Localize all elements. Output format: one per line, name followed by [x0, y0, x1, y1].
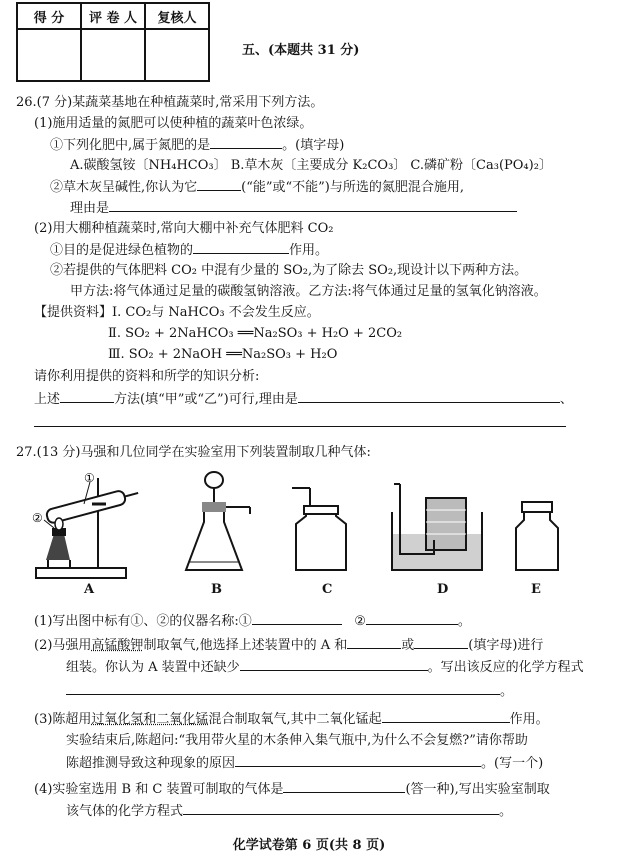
- q26-part2-q1: [50, 241, 328, 260]
- apparatus-b: [180, 470, 254, 582]
- q26-intro: 26.(7 分)某蔬菜基地在种植蔬菜时,常采用下列方法。: [16, 95, 324, 110]
- q27-part2-line1: [34, 636, 543, 655]
- grader-header: 评 卷 人: [81, 3, 145, 29]
- q27-missing-blank[interactable]: [240, 658, 428, 671]
- q27-collect1-blank[interactable]: [347, 636, 401, 649]
- q26-p1q2-blank[interactable]: [197, 178, 241, 191]
- score-cell[interactable]: [17, 29, 81, 81]
- q27-collect2-blank[interactable]: [414, 636, 468, 649]
- q27-part2-line2: [66, 658, 584, 677]
- callout-1: ①: [84, 471, 95, 485]
- q26-methods: 甲方法:将气体通过足量的碳酸氢钠溶液。乙方法:将气体通过足量的氢氧化钠溶液。: [70, 284, 547, 299]
- q27-part4-line2: [66, 802, 512, 821]
- q27-p2-or: 或: [401, 638, 415, 653]
- grader-cell[interactable]: [81, 29, 145, 81]
- q27-p1-mid: ②: [354, 614, 366, 629]
- apparatus-e: [512, 470, 562, 582]
- q26-conclusion-text: 方法(填“甲”或“乙”)可行,理由是: [114, 392, 298, 407]
- q26-part2: (2)用大棚种植蔬菜时,常向大棚中补充气体肥料 CO₂: [34, 221, 334, 236]
- apparatus-a: [28, 470, 148, 582]
- q27-p1-text: (1)写出图中标有①、②的仪器名称:①: [34, 614, 252, 629]
- q27-p2-b: 制取氧气,他选择上述装置中的 A 和: [143, 638, 348, 653]
- q27-equation2-blank[interactable]: [183, 802, 499, 815]
- page-footer: 化学试卷第 6 页(共 8 页): [232, 838, 386, 853]
- q26-part1: (1)施用适量的氮肥可以使种植的蔬菜叶色浓绿。: [34, 116, 313, 131]
- q27-p4-a: (4)实验室选用 B 和 C 装置可制取的气体是: [34, 782, 284, 797]
- q27-p3-dotted: 过氧化氢和二氧化锰: [91, 712, 209, 727]
- q26-comma: 、: [559, 392, 573, 407]
- q27-instrument2-blank[interactable]: [366, 612, 458, 625]
- callout-2: ②: [32, 511, 43, 525]
- q27-p4-c: 该气体的化学方程式: [66, 804, 184, 819]
- q26-info-2: Ⅱ. SO₂ + 2NaHCO₃ ══Na₂SO₃ + H₂O + 2CO₂: [108, 326, 403, 341]
- q26-info-1: 【提供资料】Ⅰ. CO₂与 NaHCO₃ 不会发生反应。: [34, 305, 320, 320]
- label-c: C: [322, 582, 333, 597]
- q26-extra-line: [34, 414, 566, 433]
- q26-part1-q2: [50, 178, 464, 197]
- q26-options: A.碳酸氢铵〔NH₄HCO₃〕 B.草木灰〔主要成分 K₂CO₃〕 C.磷矿粉〔Ca₃(PO₄)₂〕: [70, 158, 552, 173]
- q26-reason: [70, 199, 517, 218]
- q26-conclusion-reason-blank[interactable]: [298, 390, 560, 403]
- q27-cause-blank[interactable]: [235, 754, 481, 767]
- q26-p1q1-blank[interactable]: [210, 136, 282, 149]
- q27-p3-e: 陈超推测导致这种现象的原因: [66, 756, 236, 771]
- q27-p4-b: (答一种),写出实验室制取: [405, 782, 550, 797]
- q27-p3-a: (3)陈超用: [34, 712, 92, 727]
- q27-part1: [34, 612, 471, 631]
- q26-analyze: 请你利用提供的资料和所学的知识分析:: [34, 369, 260, 384]
- q27-gas-blank[interactable]: [283, 780, 405, 793]
- q26-reason-label: 理由是: [70, 201, 110, 216]
- q27-p1-end: 。: [457, 614, 471, 629]
- q26-p2q1-text: ①目的是促进绿色植物的: [50, 243, 194, 258]
- apparatus-d: [382, 470, 490, 582]
- q27-p2-a: (2)马强用: [34, 638, 92, 653]
- q26-extra-blank[interactable]: [34, 414, 566, 427]
- q27-p3-b: 混合制取氧气,其中二氧化锰起: [208, 712, 382, 727]
- q27-intro: 27.(13 分)马强和几位同学在实验室用下列装置制取几种气体:: [16, 445, 371, 460]
- q27-p2-d: 组装。你认为 A 装置中还缺少: [66, 660, 240, 675]
- q27-part2-line3: [66, 682, 513, 701]
- q26-method-blank[interactable]: [60, 390, 114, 403]
- q27-p4-end: 。: [499, 804, 513, 819]
- q26-reason-blank[interactable]: [109, 199, 517, 212]
- section-title: 五、(本题共 31 分): [242, 43, 360, 58]
- q26-p1q1-suffix: 。(填字母): [282, 138, 345, 153]
- label-d: D: [437, 582, 449, 597]
- reviewer-header: 复核人: [145, 3, 209, 29]
- q27-p3-d: 实验结束后,陈超问:“我用带火星的木条伸入集气瓶中,为什么不会复燃?”请你帮助: [66, 733, 528, 748]
- q27-p3-f: 。(写一个): [481, 756, 544, 771]
- q27-p3-c: 作用。: [509, 712, 549, 727]
- label-a: A: [84, 582, 95, 597]
- q26-part1-q1: [50, 136, 344, 155]
- q27-role-blank[interactable]: [382, 710, 510, 723]
- q27-equation1-blank[interactable]: [66, 682, 500, 695]
- q26-p1q1-text: ①下列化肥中,属于氮肥的是: [50, 138, 211, 153]
- q27-p2-e: 。写出该反应的化学方程式: [427, 660, 584, 675]
- label-b: B: [211, 582, 222, 597]
- score-table: [16, 2, 210, 82]
- score-header: 得 分: [17, 3, 81, 29]
- q26-part2-q2: ②若提供的气体肥料 CO₂ 中混有少量的 SO₂,为了除去 SO₂,现设计以下两种方法。: [50, 263, 528, 278]
- q27-instrument1-blank[interactable]: [252, 612, 342, 625]
- q27-part4-line1: [34, 780, 550, 799]
- q27-p2-dotted: 高锰酸钾: [91, 638, 144, 653]
- q26-p1q2-text: ②草木灰呈碱性,你认为它: [50, 180, 198, 195]
- q27-p2-c: (填字母)进行: [468, 638, 544, 653]
- q27-p2-end: 。: [500, 684, 514, 699]
- q26-info-3: Ⅲ. SO₂ + 2NaOH ══Na₂SO₃ + H₂O: [108, 347, 338, 362]
- q26-conclusion: [34, 390, 573, 409]
- q26-p1q2-suffix: (“能”或“不能”)与所选的氮肥混合施用,: [241, 180, 465, 195]
- apparatus-c: [284, 470, 354, 582]
- q26-p2q1-suffix: 作用。: [289, 243, 329, 258]
- reviewer-cell[interactable]: [145, 29, 209, 81]
- q27-part3-line1: [34, 710, 549, 729]
- q26-conclusion-prefix: 上述: [34, 392, 61, 407]
- q26-p2q1-blank[interactable]: [193, 241, 289, 254]
- label-e: E: [531, 582, 541, 597]
- q27-part3-line3: [66, 754, 543, 773]
